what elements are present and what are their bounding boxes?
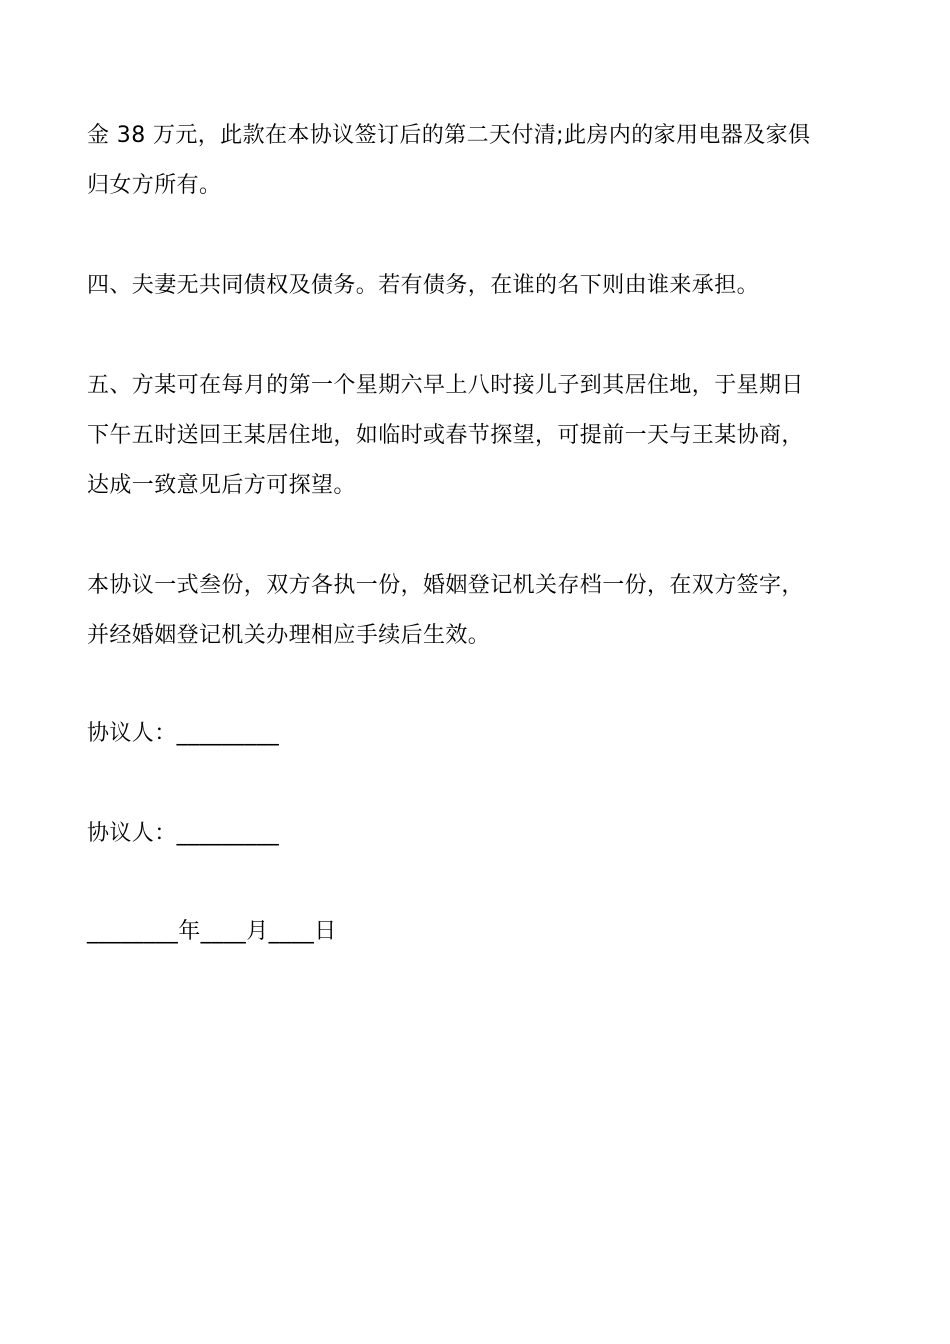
final-paragraph-line-2: 并经婚姻登记机关办理相应手续后生效。	[87, 623, 491, 648]
paragraph-5-line-3: 达成一致意见后方可探望。	[87, 473, 356, 498]
paragraph-3-line-1: 金 38 万元，此款在本协议签订后的第二天付清;此房内的家用电器及家俱	[87, 123, 811, 148]
paragraph-4-line-1: 四、夫妻无共同债权及债务。若有债务，在谁的名下则由谁来承担。	[87, 273, 760, 298]
paragraph-5-line-2: 下午五时送回王某居住地，如临时或春节探望，可提前一天与王某协商，	[87, 423, 804, 448]
signature-date: ________年____月____日	[87, 919, 337, 944]
paragraph-5-line-1: 五、方某可在每月的第一个星期六早上八时接儿子到其居住地，于星期日	[87, 373, 804, 398]
paragraph-3-line-2: 归女方所有。	[87, 173, 222, 198]
signature-party-2: 协议人：_________	[87, 821, 280, 846]
signature-party-1: 协议人：_________	[87, 721, 280, 746]
final-paragraph-line-1: 本协议一式叁份，双方各执一份，婚姻登记机关存档一份，在双方签字，	[87, 573, 804, 598]
